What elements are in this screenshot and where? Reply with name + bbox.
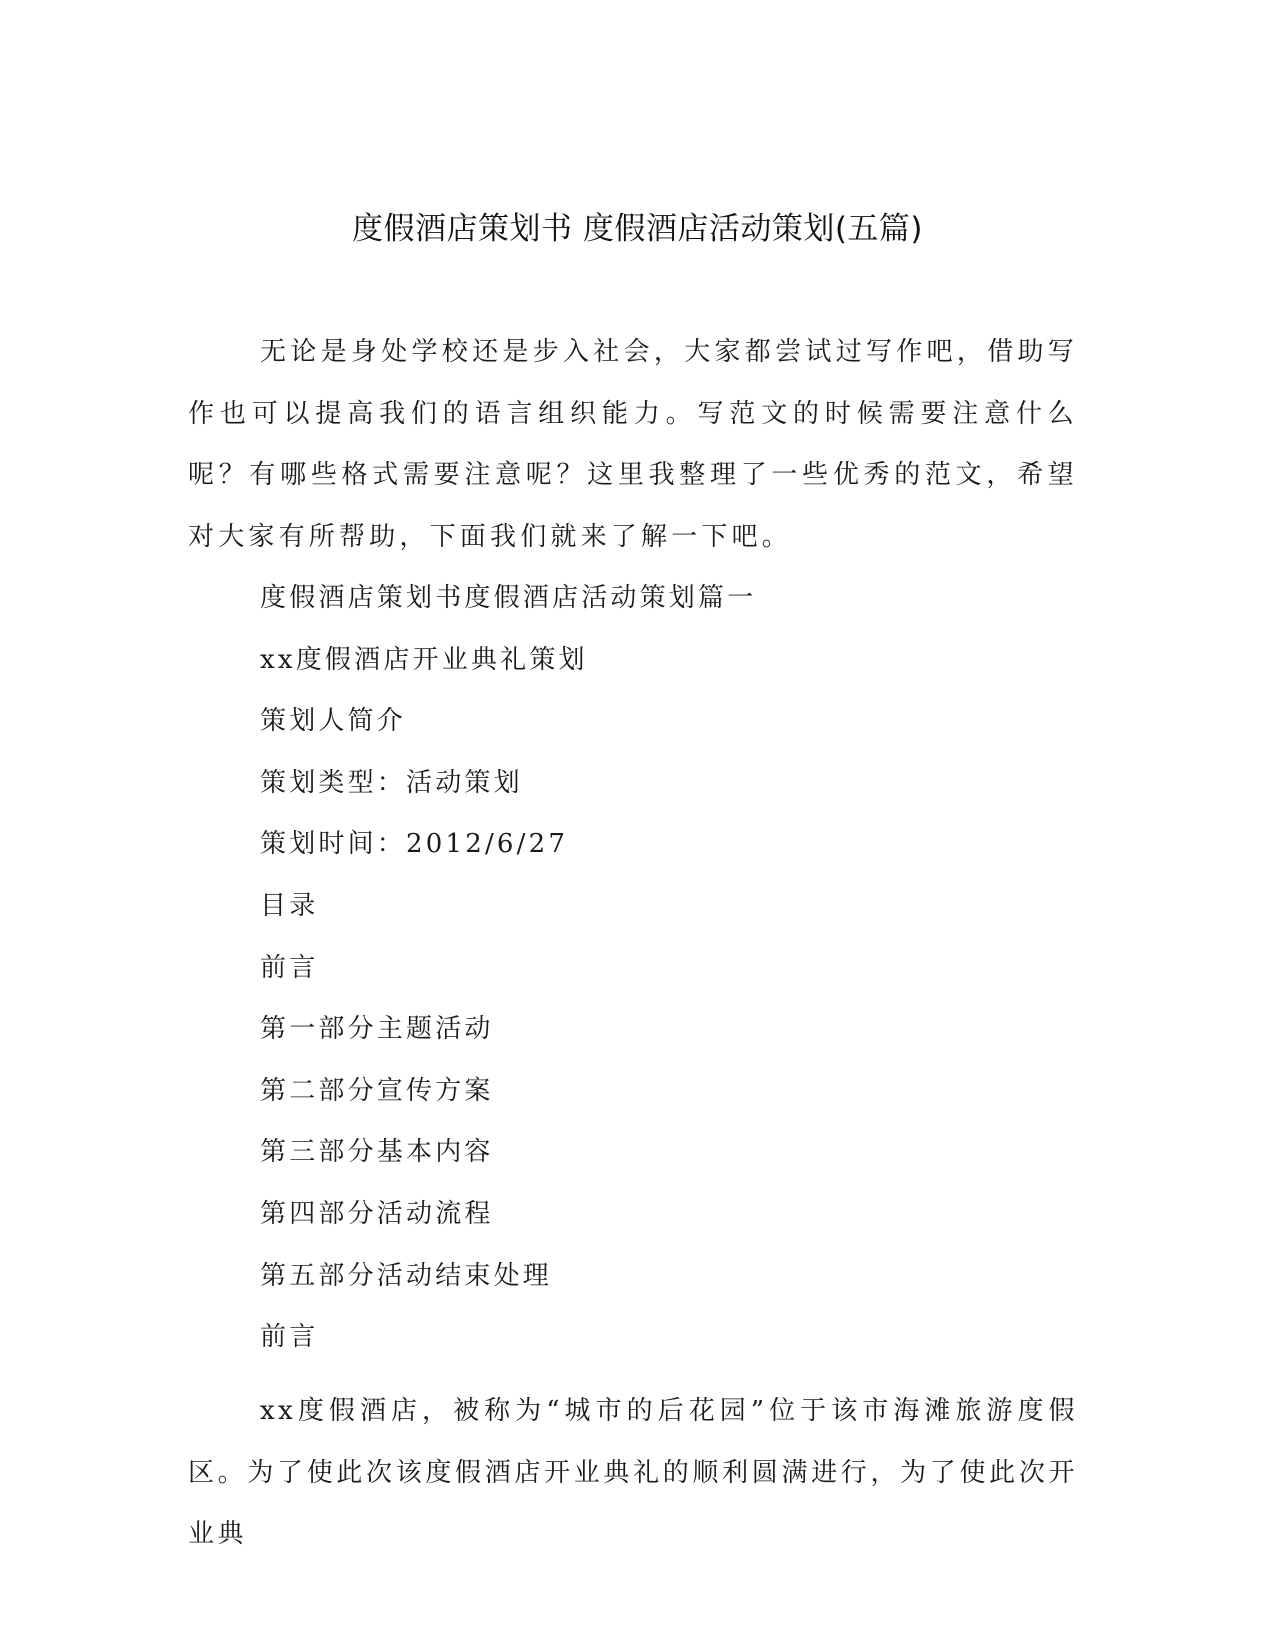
toc-item-preface: 前言 xyxy=(260,952,319,983)
preface-heading: 前言 xyxy=(260,1322,319,1353)
toc-item-part-3: 第三部分基本内容 xyxy=(260,1137,494,1168)
plan-title-line: xx度假酒店开业典礼策划 xyxy=(260,644,588,675)
outline-list xyxy=(188,568,1078,1369)
toc-item-part-4: 第四部分活动流程 xyxy=(260,1198,494,1229)
section-heading: 度假酒店策划书度假酒店活动策划篇一 xyxy=(260,583,757,613)
toc-item-part-1: 第一部分主题活动 xyxy=(260,1014,494,1045)
toc-item-part-2: 第二部分宣传方案 xyxy=(260,1075,494,1106)
intro-paragraph: 无论是身处学校还是步入社会，大家都尝试过写作吧，借助写作也可以提高我们的语言组织能力。写范文的时候需要注意什么呢？有哪些格式需要注意呢？这里我整理了一些优秀的范文，希望对大家有所帮助，下面我们就来了解一下吧。 xyxy=(188,337,1078,552)
toc-item-part-5: 第五部分活动结束处理 xyxy=(260,1260,553,1291)
planner-intro-line: 策划人简介 xyxy=(260,706,407,737)
document-title: 度假酒店策划书 度假酒店活动策划(五篇) xyxy=(351,211,924,247)
preface-paragraph: xx度假酒店，被称为“城市的后花园”位于该市海滩旅游度假区。为了使此次该度假酒店开业典礼的顺利圆满进行，为了使此次开业典 xyxy=(188,1396,1078,1549)
plan-type-line: 策划类型：活动策划 xyxy=(260,767,523,798)
plan-date-line: 策划时间：2012/6/27 xyxy=(260,829,569,860)
toc-heading: 目录 xyxy=(260,890,319,921)
